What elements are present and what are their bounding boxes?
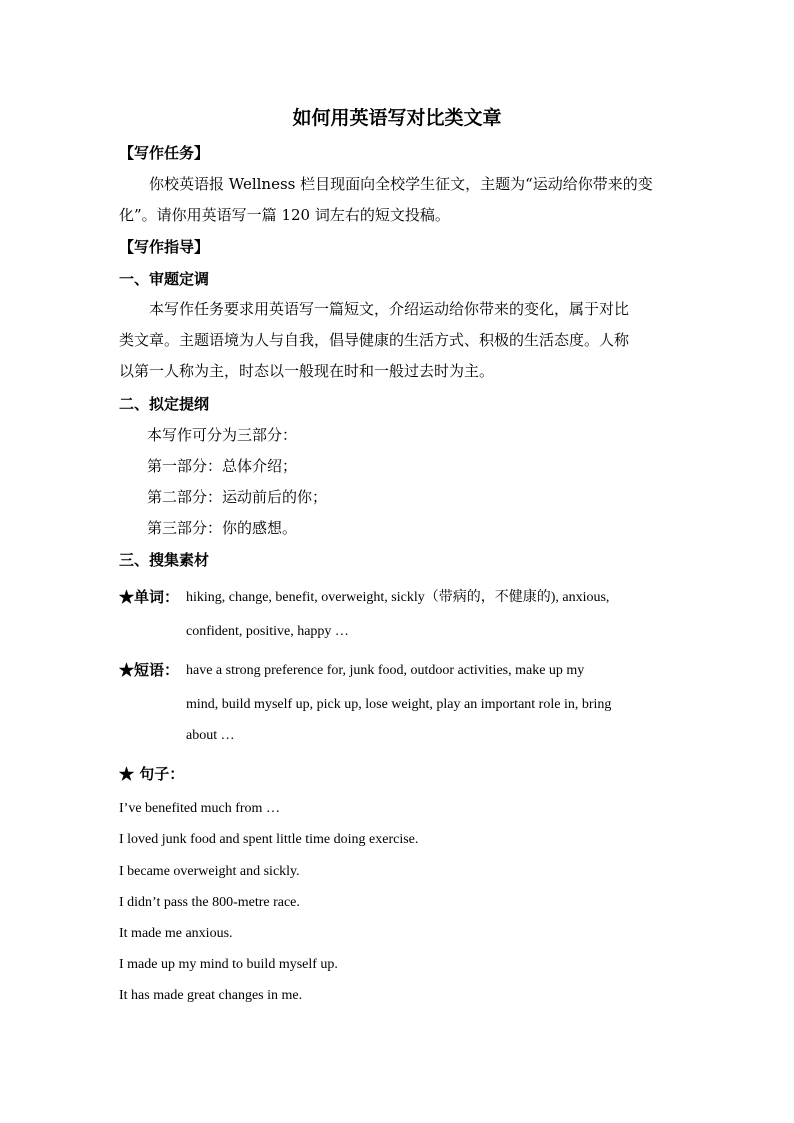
sentence-line: I loved junk food and spent little time doing exercise. bbox=[119, 832, 419, 847]
section1-paragraph bbox=[119, 294, 667, 387]
task-line-2: 化”。请你用英语写一篇 120 词左右的短文投稿。 bbox=[119, 206, 450, 224]
section1-line-1 bbox=[119, 294, 667, 325]
section2-heading: 二、拟定提纲 bbox=[119, 395, 210, 413]
words-line-2: confident, positive, happy … bbox=[186, 624, 349, 639]
outline-line: 第二部分：运动前后的你； bbox=[147, 488, 328, 506]
phrases-line-1: have a strong preference for, junk food, outdoor activities, make up my bbox=[186, 663, 585, 678]
phrases-line-3: about … bbox=[186, 728, 235, 743]
phrases-label: ★短语： bbox=[119, 661, 180, 679]
section3-heading: 三、搜集素材 bbox=[119, 551, 210, 569]
guide-heading: 【写作指导】 bbox=[119, 238, 210, 256]
words-label: ★单词： bbox=[119, 588, 180, 606]
sentence-line: I didn’t pass the 800-metre race. bbox=[119, 895, 300, 910]
section1-line-2: 类文章。主题语境为人与自我，倡导健康的生活方式、积极的生活态度。人称 bbox=[119, 331, 630, 349]
page-title: 如何用英语写对比类文章 bbox=[292, 107, 502, 129]
section1-line-1-text: 本写作任务要求用英语写一篇短文，介绍运动给你带来的变化，属于对比 bbox=[149, 300, 630, 318]
section1-line-3: 以第一人称为主，时态以一般现在时和一般过去时为主。 bbox=[119, 362, 495, 380]
sentences-label: ★ 句子： bbox=[119, 765, 185, 783]
sentence-line: I became overweight and sickly. bbox=[119, 864, 300, 879]
task-line-1 bbox=[119, 169, 667, 200]
sentence-line: I made up my mind to build myself up. bbox=[119, 957, 338, 972]
outline-line: 第三部分：你的感想。 bbox=[147, 519, 298, 537]
sentence-line: It made me anxious. bbox=[119, 926, 233, 941]
outline-line: 第一部分：总体介绍； bbox=[147, 457, 298, 475]
outline-line: 本写作可分为三部分： bbox=[147, 426, 298, 444]
sentence-line: It has made great changes in me. bbox=[119, 988, 303, 1003]
task-line-1-text: 你校英语报 Wellness 栏目现面向全校学生征文，主题为“运动给你带来的变 bbox=[149, 175, 653, 193]
task-heading: 【写作任务】 bbox=[119, 144, 210, 162]
sentence-line: I’ve benefited much from … bbox=[119, 801, 280, 816]
phrases-line-2: mind, build myself up, pick up, lose weight, play an important role in, bring bbox=[186, 697, 612, 712]
words-line-1: hiking, change, benefit, overweight, sickly（带病的，不健康的), anxious, bbox=[186, 590, 610, 605]
section1-heading: 一、审题定调 bbox=[119, 270, 210, 288]
task-paragraph bbox=[119, 169, 667, 231]
